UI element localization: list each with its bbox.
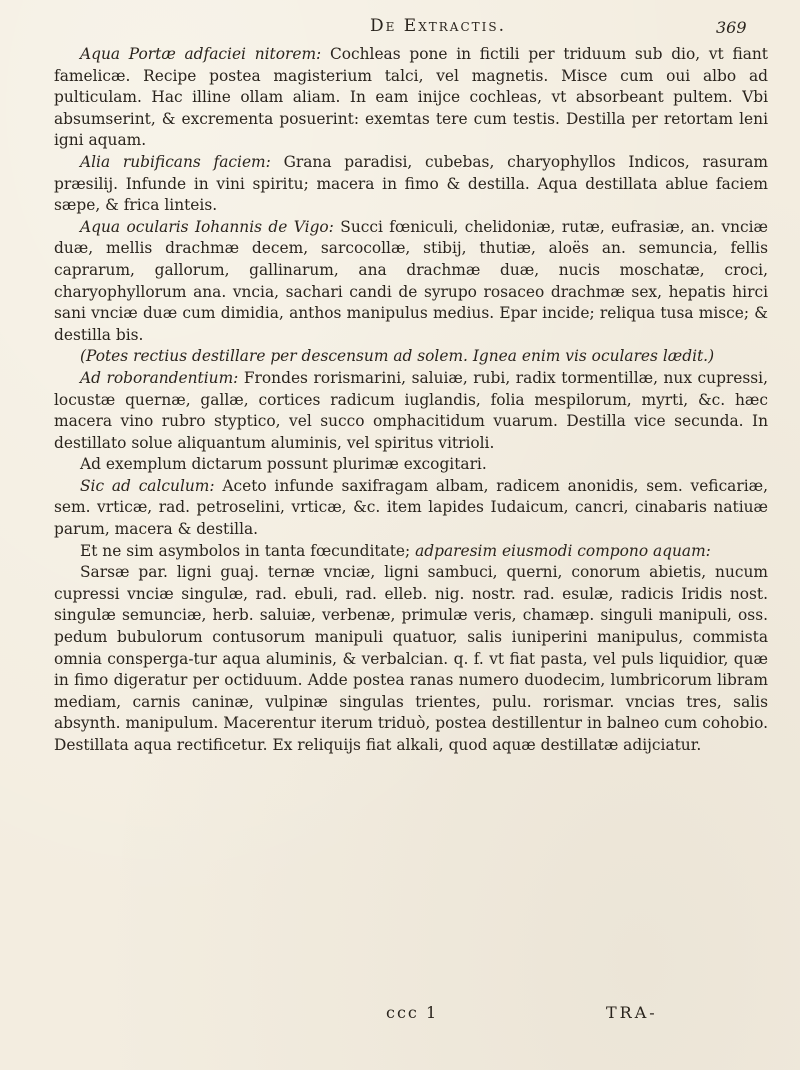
paragraph-calculum [54,476,768,541]
recipe-text: Frondes rorismarini, saluiæ, rubi, radix tormentillæ, nux cupressi, locustæ quernæ, gallæ, cortices radicum iuglandis, folia mespilorum, myrti, &c. hæc macera vino rubro styptico, vel succo omphacitidum vuarum. Destilla vice secunda. In destillato solue aliquantum aluminis, vel spiritus vitrioli. [54,368,768,452]
paragraph-asymbolos [54,541,768,563]
recipe-text: Sarsæ par. ligni guaj. ternæ vnciæ, ligni sambuci, querni, conorum abietis, nucum cupressi vnciæ singulæ, rad. ebuli, rad. elleb. nig. nostr. rad. esulæ, radicis Iridis nost. singulæ semunciæ, herb. saluiæ, verbenæ, primulæ veris, chamæp. singuli manipuli, oss. pedum bubulorum contusorum manipuli quatuor, salis iuniperini manipulus, commista omnia consperga-tur aqua aluminis, & verbalcian. q. f. vt fiat pasta, vel puls liquidior, quæ in fimo digeratur per octiduum. Adde postea ranas numero duodecim, lumbricorum libram mediam, carnis caninæ, vulpinæ singulas trientes, pulu. rorismar. vncias tres, salis absynth. manipulum. Macerentur iterum triduò, postea destillentur in balneo cum cohobio. Destillata aqua rectificetur. Ex reliquijs fiat alkali, quod aquæ destillatæ adijciatur. [54,563,768,754]
paragraph-aqua-portae [54,44,768,152]
italic-tail: adparesim eiusmodi compono aquam: [410,541,711,560]
page-number: 369 [716,18,747,37]
paragraph-rubificans [54,152,768,217]
paragraph-aqua-ocularis [54,217,768,347]
body-text [54,44,768,757]
running-title: De Extractis. [370,16,507,36]
paragraph-ad-exemplum [54,454,768,476]
recipe-text: Aceto infunde saxifragam albam, radicem anonidis, sem. veficariæ, sem. vrticæ, rad. petroselini, vrticæ, &c. item lapides Iudaicum, cancri, cinabaris natiuæ parum, macera & destilla. [54,476,769,539]
paragraph-note [54,346,768,368]
plain-text: Et ne sim asymbolos in tanta fœcunditate; [80,541,411,560]
recipe-heading: Aqua ocularis Iohannis de Vigo: [80,217,334,236]
paragraph-compono-aquam [54,562,768,756]
recipe-heading: Ad roborandentium: [80,368,239,387]
plain-text: Ad exemplum dictarum possunt plurimæ excogitari. [80,455,487,474]
recipe-text: Grana paradisi, cubebas, charyophyllos Indicos, rasuram præsilij. Infunde in vini spiritu; macera in fimo & destilla. Aqua destillata ablue faciem sæpe, & frica linteis. [54,152,768,215]
page-footer [0,1003,800,1029]
recipe-heading: Sic ad calculum: [80,476,215,495]
page-header [0,16,800,46]
recipe-text: Cochleas pone in fictili per triduum sub dio, vt fiant famelicæ. Recipe postea magisterium talci, vel magnetis. Misce cum oui albo ad pulticulam. Hac illine ollam aliam. In eam inijce cochleas, vt absorbeant pultem. Vbi absumserint, & excrementa posuerint: exemtas tere cum testis. Destilla per retortam leni igni aquam. [54,45,768,150]
recipe-text: Succi fœniculi, chelidoniæ, rutæ, eufrasiæ, an. vnciæ duæ, mellis drachmæ decem, sarcocollæ, stibij, thutiæ, aloës an. semuncia, fellis caprarum, gallorum, gallinarum, ana drachmæ duæ, nucis moschatæ, croci, charyophyllorum ana. vncia, sachari candi de syrupo rosaceo drachmæ sex, hepatis hirci sani vnciæ duæ cum dimidia, anthos manipulus medius. Epar incide; reliqua tusa misce; & destilla bis. [54,217,768,344]
signature-mark: ccc 1 [386,1003,439,1022]
paragraph-roborandentium [54,368,768,454]
recipe-heading: Aqua Portæ adfaciei nitorem: [80,45,322,63]
catchword: TRA- [606,1003,658,1022]
note-text: (Potes rectius destillare per descensum ad solem. Ignea enim vis oculares lædit.) [80,347,715,366]
recipe-heading: Alia rubificans faciem: [80,152,271,171]
